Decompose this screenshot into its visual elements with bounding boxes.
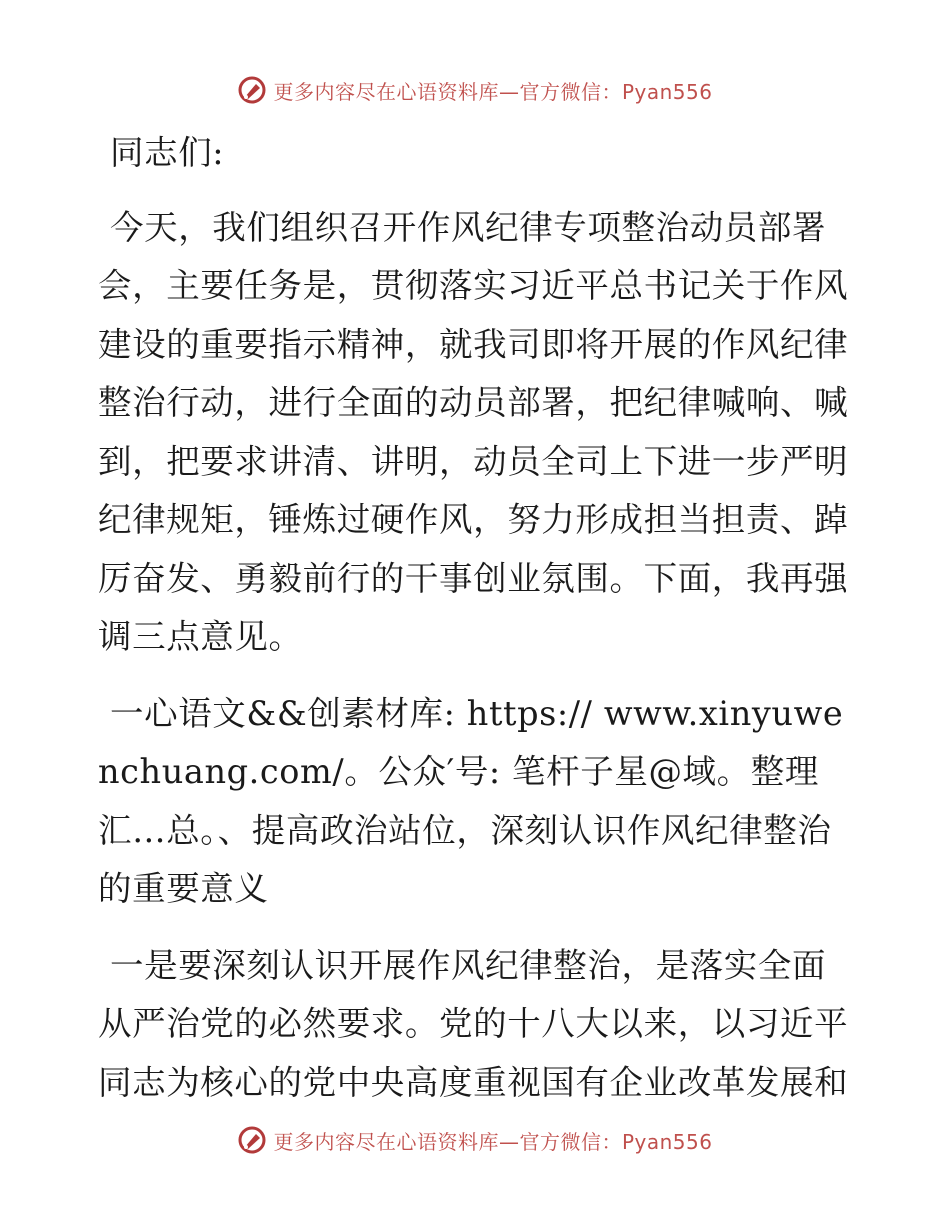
paragraph-2: 一心语文&&创素材库: https:// www.xinyuwenchuang.com/。公众′号: 笔杆子星@域。整理汇…总。、提高政治站位，深刻认识作风纪律整治的重要意义 xyxy=(98,693,844,908)
paragraph-3: 一是要深刻认识开展作风纪律整治，是落实全面从严治党的必然要求。党的十八大以来，以习近平同志为核心的党中央高度重视国有企业改革发展和 xyxy=(98,945,849,1102)
document-body xyxy=(98,124,850,1112)
paragraph-1: 今天，我们组织召开作风纪律专项整治动员部署会，主要任务是，贯彻落实习近平总书记关于作风建设的重要指示精神，就我司即将开展的作风纪律整治行动，进行全面的动员部署，把纪律喊响、喊到，把要求讲清、讲明，动员全司上下进一步严明纪律规矩，锤炼过硬作风，努力形成担当担责、踔厉奋发、勇毅前行的干事创业氛围。下面，我再强调三点意见。 xyxy=(98,207,849,656)
salutation: 同志们: xyxy=(110,133,225,172)
pen-nib-circle-icon xyxy=(237,1125,267,1155)
header-banner-text: 更多内容尽在心语资料库—官方微信：Pyan556 xyxy=(273,79,713,104)
footer-banner xyxy=(0,1120,950,1160)
pen-nib-circle-icon xyxy=(237,75,267,105)
footer-banner-text: 更多内容尽在心语资料库—官方微信：Pyan556 xyxy=(273,1129,713,1154)
header-banner xyxy=(0,70,950,110)
